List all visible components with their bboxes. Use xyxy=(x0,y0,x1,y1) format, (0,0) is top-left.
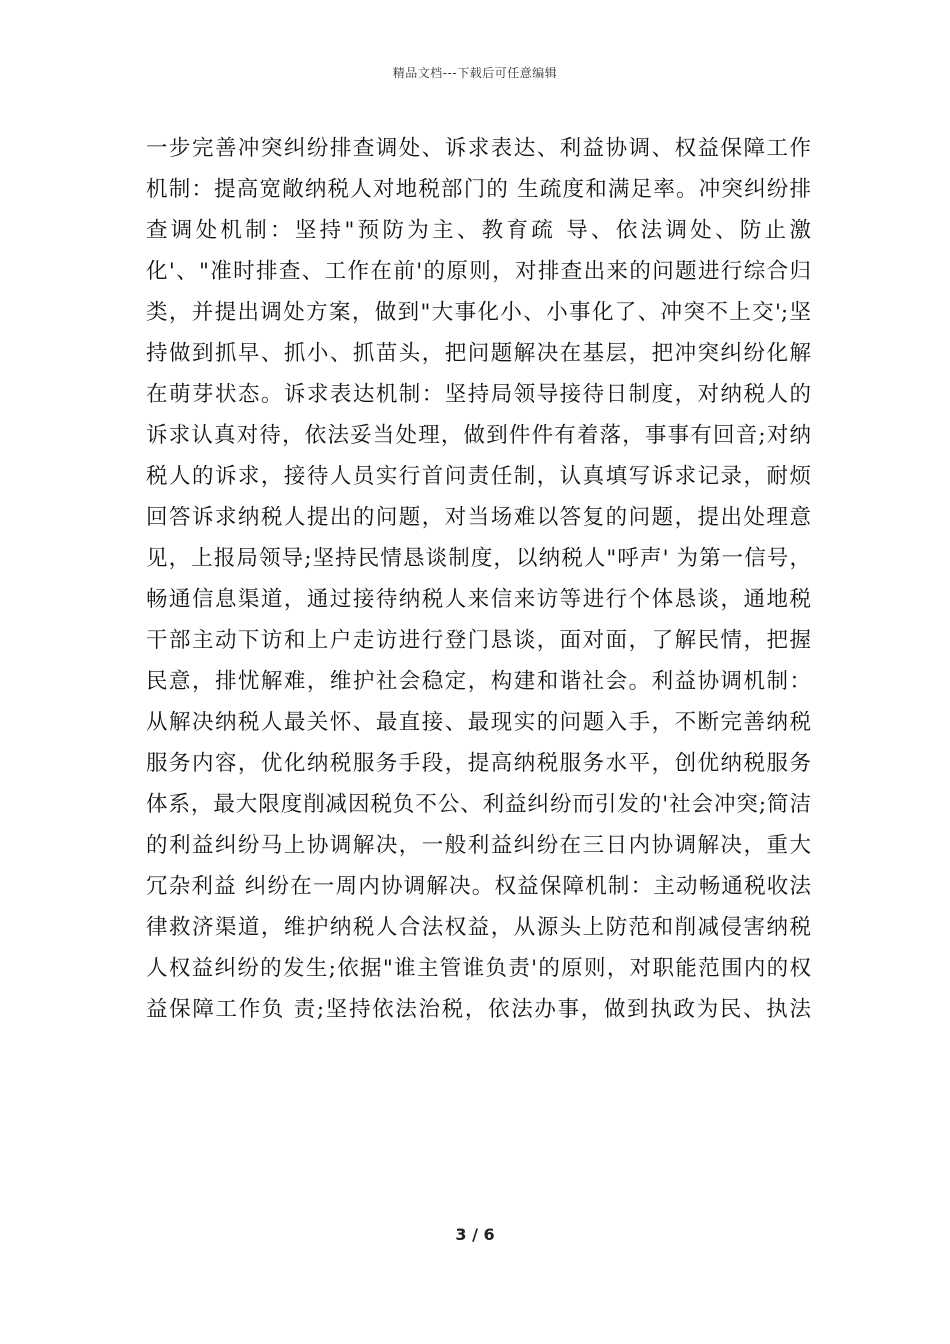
text-line: 服务内容，优化纳税服务手段，提高纳税服务水平，创优纳税服务 xyxy=(146,751,811,776)
text-line: 律救济渠道，维护纳税人合法权益，从源头上防范和削减侵害纳税 xyxy=(146,915,811,940)
text-line: 畅通信息渠道，通过接待纳税人来信来访等进行个体恳谈，通地税 xyxy=(146,587,811,612)
text-line: 查调处机制：坚持"预防为主、教育疏 导、依法调处、防止激 xyxy=(146,218,811,243)
text-line: 在萌芽状态。诉求表达机制：坚持局领导接待日制度，对纳税人的 xyxy=(146,382,811,407)
text-line: 干部主动下访和上户走访进行登门恳谈，面对面，了解民情，把握 xyxy=(146,628,811,653)
page-header: 精品文档---下载后可任意编辑 xyxy=(392,66,558,80)
text-line: 见，上报局领导;坚持民情恳谈制度，以纳税人"呼声' 为第一信号， xyxy=(146,546,811,571)
text-line: 的利益纠纷马上协调解决，一般利益纠纷在三日内协调解决，重大 xyxy=(146,833,811,858)
text-line: 一步完善冲突纠纷排查调处、诉求表达、利益协调、权益保障工作 xyxy=(146,136,811,161)
text-line: 回答诉求纳税人提出的问题，对当场难以答复的问题，提出处理意 xyxy=(146,505,811,530)
text-line: 人权益纠纷的发生;依据"谁主管谁负责'的原则，对职能范围内的权 xyxy=(146,956,811,981)
text-line: 持做到抓早、抓小、抓苗头，把问题解决在基层，把冲突纠纷化解 xyxy=(146,341,811,366)
text-line: 从解决纳税人最关怀、最直接、最现实的问题入手，不断完善纳税 xyxy=(146,710,811,735)
text-line: 诉求认真对待，依法妥当处理，做到件件有着落，事事有回音;对纳 xyxy=(146,423,811,448)
text-line: 机制：提高宽敞纳税人对地税部门的 生疏度和满足率。冲突纠纷排 xyxy=(146,177,811,202)
body-paragraph xyxy=(146,128,811,1030)
text-line: 益保障工作负 责;坚持依法治税，依法办事，做到执政为民、执法 xyxy=(146,997,811,1022)
text-line: 体系，最大限度削减因税负不公、利益纠纷而引发的'社会冲突;简洁 xyxy=(146,792,811,817)
text-line: 冗杂利益 纠纷在一周内协调解决。权益保障机制：主动畅通税收法 xyxy=(146,874,811,899)
text-line: 化'、"准时排查、工作在前'的原则，对排查出来的问题进行综合归 xyxy=(146,259,811,284)
text-line: 民意，排忧解难，维护社会稳定，构建和谐社会。利益协调机制： xyxy=(146,669,811,694)
page-number: 3 / 6 xyxy=(455,1225,495,1244)
text-line: 类，并提出调处方案，做到"大事化小、小事化了、冲突不上交';坚 xyxy=(146,300,811,325)
text-line: 税人的诉求，接待人员实行首问责任制，认真填写诉求记录，耐烦 xyxy=(146,464,811,489)
